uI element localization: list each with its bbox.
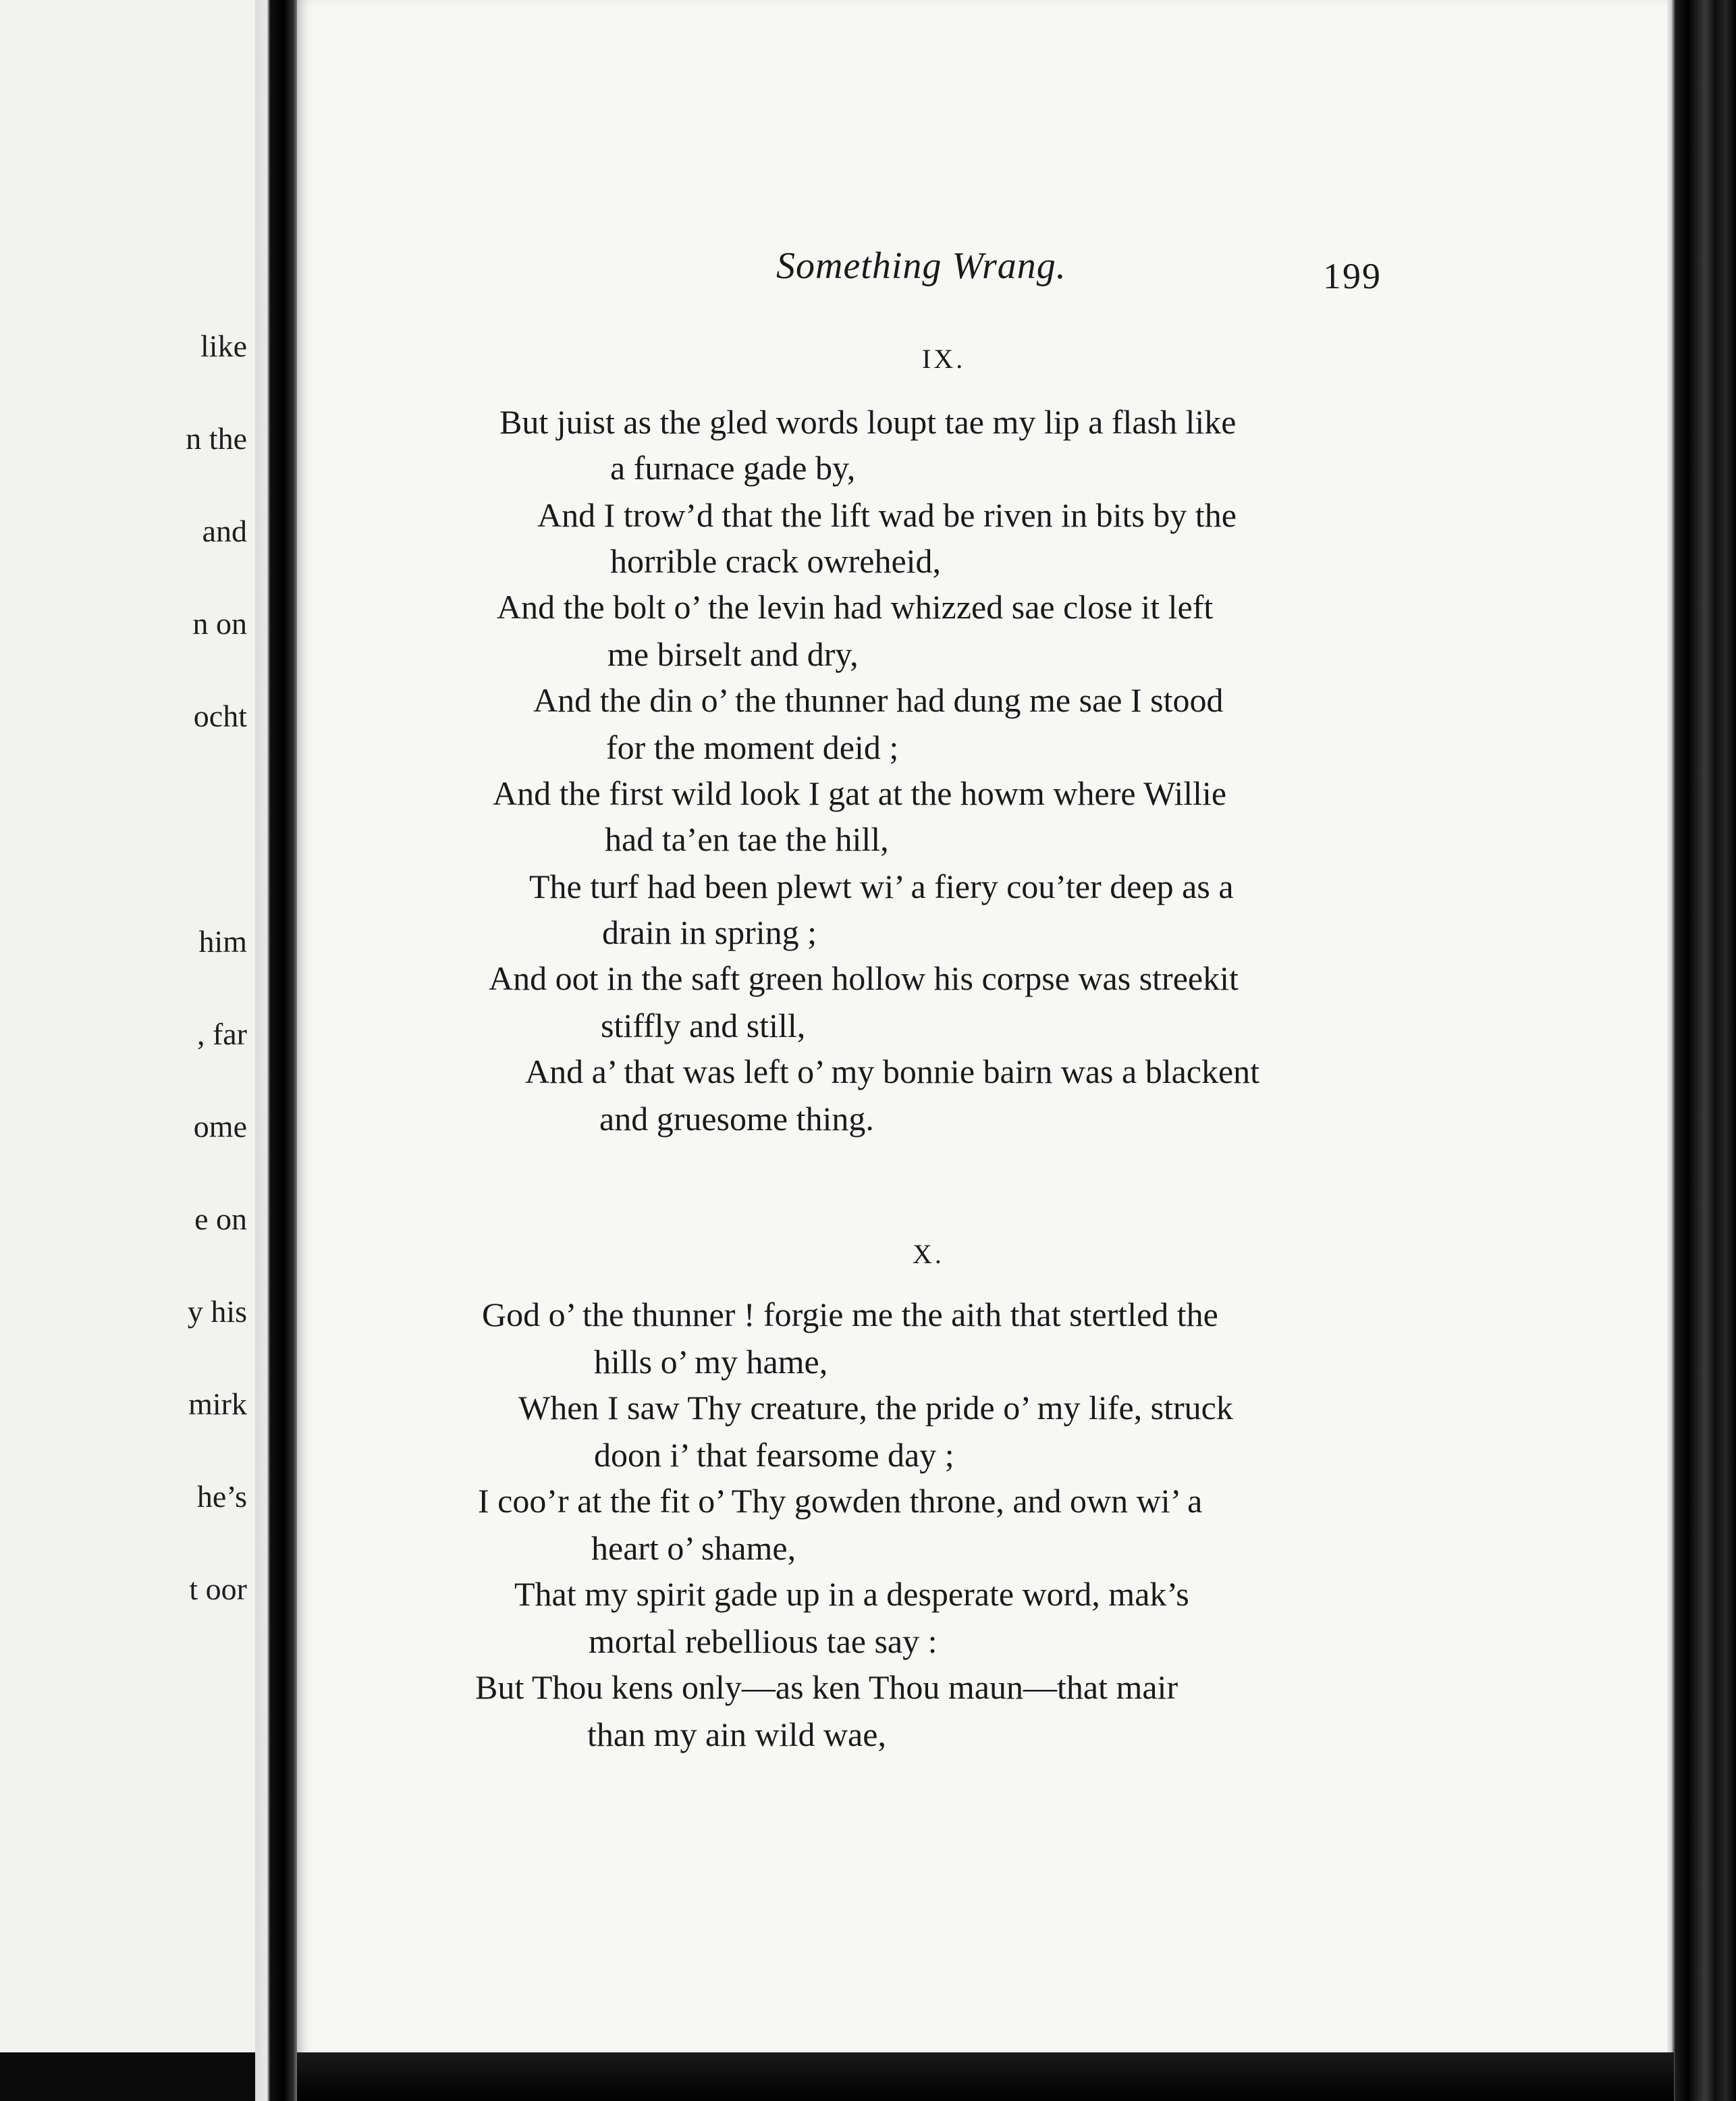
left-line-end: , far	[196, 1017, 247, 1051]
left-line-end: and	[202, 514, 247, 548]
verse-line: horrible crack owreheid,	[610, 542, 942, 580]
verse-line: And I trow’d that the lift wad be riven in bits by the	[537, 496, 1237, 534]
verse-line: And the din o’ the thunner had dung me sae I stood	[533, 681, 1224, 719]
left-facing-page	[0, 0, 255, 2052]
verse-line: But juist as the gled words loupt tae my lip a flash like	[499, 403, 1237, 441]
verse-line: stiffly and still,	[601, 1007, 806, 1044]
verse-line: I coo’r at the fit o’ Thy gowden throne, and own wi’ a	[478, 1482, 1203, 1520]
right-page	[297, 0, 1674, 2056]
verse-line: That my spirit gade up in a desperate word, mak’s	[514, 1575, 1189, 1613]
left-line-end: he’s	[196, 1479, 247, 1514]
verse-line: And a’ that was left o’ my bonnie bairn was a blackent	[525, 1053, 1260, 1090]
verse-line: than my ain wild wae,	[587, 1716, 886, 1753]
left-line-end: y his	[187, 1294, 247, 1329]
verse-line: a furnace gade by,	[610, 449, 856, 487]
book-gutter	[255, 0, 302, 2101]
verse-line: And oot in the saft green hollow his corpse was streekit	[489, 959, 1239, 997]
book-binding-edge	[1667, 0, 1736, 2101]
verse-line: When I saw Thy creature, the pride o’ my life, struck	[518, 1389, 1233, 1427]
verse-line: had ta’en tae the hill,	[605, 820, 889, 858]
verse-line: doon i’ that fearsome day ;	[594, 1436, 954, 1474]
verse-line: heart o’ shame,	[591, 1529, 796, 1567]
left-line-end: t oor	[189, 1572, 247, 1606]
verse-line: and gruesome thing.	[599, 1100, 874, 1138]
left-line-end: like	[200, 329, 247, 363]
left-line-end: ome	[193, 1109, 247, 1144]
left-line-end: n the	[186, 421, 247, 456]
verse-line: drain in spring ;	[602, 913, 817, 951]
verse-line: for the moment deid ;	[606, 728, 899, 766]
verse-line: hills o’ my hame,	[594, 1343, 828, 1381]
verse-line: The turf had been plewt wi’ a fiery cou’ter deep as a	[529, 868, 1234, 905]
section-numeral: X.	[913, 1239, 944, 1269]
verse-line: And the bolt o’ the levin had whizzed sae close it left	[497, 588, 1214, 626]
left-line-end: e on	[194, 1202, 247, 1236]
verse-line: me birselt and dry,	[607, 635, 859, 673]
running-title: Something Wrang.	[776, 245, 1066, 287]
verse-line: But Thou kens only—as ken Thou maun—that mair	[475, 1668, 1178, 1706]
left-line-end: n on	[192, 606, 247, 641]
left-line-end: ocht	[193, 699, 247, 733]
left-line-end: mirk	[188, 1387, 247, 1421]
verse-line: God o’ the thunner ! forgie me the aith that stertled the	[482, 1296, 1218, 1333]
page-number: 199	[1323, 256, 1382, 296]
verse-line: And the first wild look I gat at the howm where Willie	[493, 774, 1227, 812]
page-bottom-shadow	[297, 2052, 1674, 2101]
verse-line: mortal rebellious tae say :	[589, 1622, 938, 1660]
section-numeral: IX.	[922, 344, 966, 374]
left-line-end: him	[198, 924, 247, 959]
